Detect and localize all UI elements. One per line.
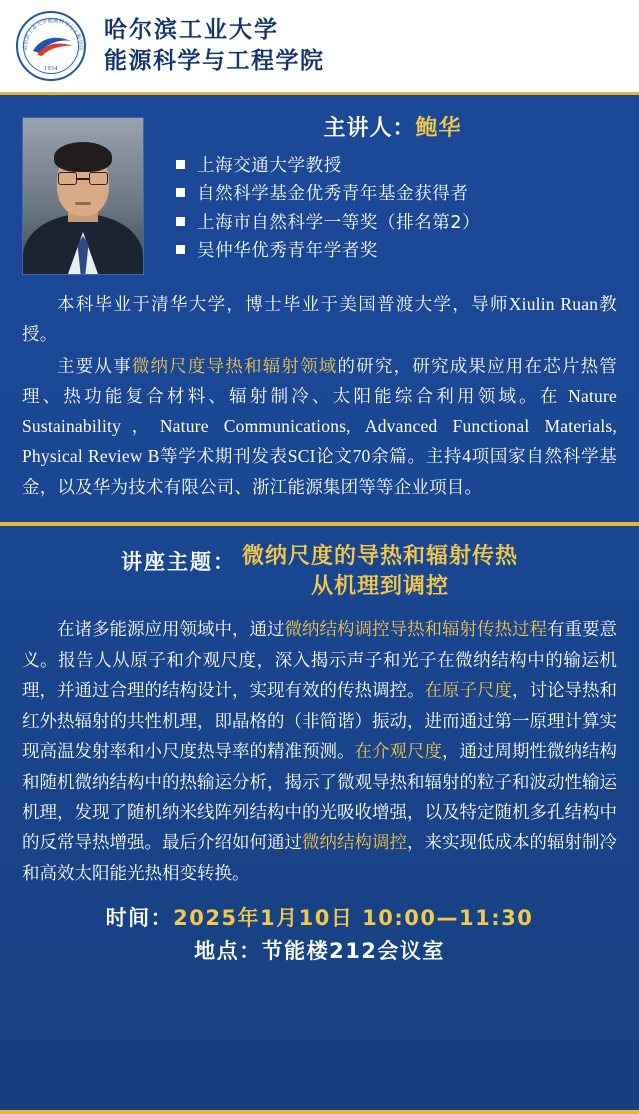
time-value: 2025年1月10日 10:00—11:30	[173, 906, 534, 931]
bio-research-post: 的研究，研究成果应用在芯片热管理、热功能复合材料、辐射制冷、太阳能综合利用领域。在 Nature Sustainability，Nature Communications, Advanced Functional Materials, Physical Review B等学术期刊发表SCI论文70余篇。主持4项国家自然科学基金，以及华为技术有限公司、浙江能源集团等等企业项目。	[22, 356, 618, 497]
university-name: 哈尔滨工业大学	[104, 16, 279, 43]
school-name: 能源科学与工程学院	[104, 48, 325, 74]
speaker-details	[168, 109, 617, 265]
abstract-part-highlight: 在介观尺度	[354, 741, 442, 762]
bio-paragraph-research	[22, 351, 617, 501]
topic-title-line-2: 从机理到调控	[310, 574, 449, 600]
list-item	[176, 209, 617, 237]
abstract-part-highlight: 在原子尺度	[424, 680, 512, 701]
abstract-part: ，来实现低成本的辐射制冷和高效太阳能光热相变转换。	[22, 832, 617, 883]
topic-heading	[22, 542, 617, 603]
bio-paragraph-education: 本科毕业于清华大学，博士毕业于美国普渡大学，导师Xiulin Ruan教授。	[22, 294, 617, 345]
abstract-part-highlight: 微纳结构调控	[302, 832, 407, 853]
bullet-square-icon	[176, 217, 185, 226]
speaker-top-row	[22, 109, 617, 275]
event-place-row	[22, 935, 617, 968]
credential-text: 上海市自然科学一等奖（排名第2）	[197, 212, 481, 233]
hit-university-emblem-icon	[16, 11, 86, 81]
abstract-part: ，讨论导热和红外热辐射的共性机理，即晶格的（非简谐）振动，进而通过第一原理计算实现高温发射率和小尺度热导率的精准预测。	[22, 680, 617, 762]
topic-label: 讲座主题：	[120, 549, 236, 574]
abstract-part: 有重要意义。报告人从原子和介观尺度，深入揭示声子和光子在微纳结构中的输运机理，并通过合理的结构设计，实现有效的传热调控。	[22, 619, 617, 701]
list-item	[176, 237, 617, 265]
time-label: 时间：	[105, 906, 174, 931]
speaker-title-line	[168, 111, 617, 142]
place-value: 节能楼212会议室	[261, 938, 445, 963]
topic-abstract	[22, 614, 617, 888]
footer-gold-rule	[0, 1110, 639, 1114]
topic-section	[0, 526, 639, 889]
header-titles	[104, 15, 325, 77]
svg-text:哈尔滨工业大学能源科学与工程学院: 哈尔滨工业大学能源科学与工程学院	[22, 17, 84, 51]
abstract-part: 在诸多能源应用领域中，通过	[57, 619, 285, 640]
event-time-row	[22, 902, 617, 935]
place-label: 地点：	[194, 938, 262, 963]
bullet-square-icon	[176, 160, 185, 169]
poster-header	[0, 0, 639, 92]
credential-text: 上海交通大学教授	[197, 156, 342, 176]
topic-title-line-1: 微纳尺度的导热和辐射传热	[241, 543, 518, 569]
speaker-section	[0, 95, 639, 508]
speaker-name: 鲍华	[415, 116, 462, 141]
speaker-biography	[22, 289, 617, 502]
bio-research-highlight: 微纳尺度导热和辐射领域	[131, 356, 338, 377]
emblem-year: 1954	[44, 66, 58, 72]
credential-text: 吴仲华优秀青年学者奖	[197, 241, 378, 262]
speaker-label: 主讲人：	[323, 116, 416, 141]
speaker-credentials-list	[168, 152, 617, 265]
bio-research-pre: 主要从事	[57, 356, 132, 377]
bullet-square-icon	[176, 245, 185, 254]
abstract-paragraph	[22, 614, 617, 888]
abstract-part: ，通过周期性微纳结构和随机微纳结构中的热输运分析，揭示了微观导热和辐射的粒子和波动性输运机理，发现了随机纳米线阵列结构中的光吸收增强，以及特定随机多孔结构中的反常导热增强。最后介绍如何通过	[22, 741, 617, 853]
speaker-portrait-icon	[22, 117, 144, 275]
credential-text: 自然科学基金优秀青年基金获得者	[197, 184, 469, 205]
emblem-flame-icon	[31, 33, 75, 57]
abstract-part-highlight: 微纳结构调控导热和辐射传热过程	[284, 619, 547, 640]
list-item	[176, 180, 617, 208]
topic-title	[242, 542, 518, 603]
event-info	[0, 902, 639, 981]
list-item	[176, 152, 617, 180]
bullet-square-icon	[176, 188, 185, 197]
